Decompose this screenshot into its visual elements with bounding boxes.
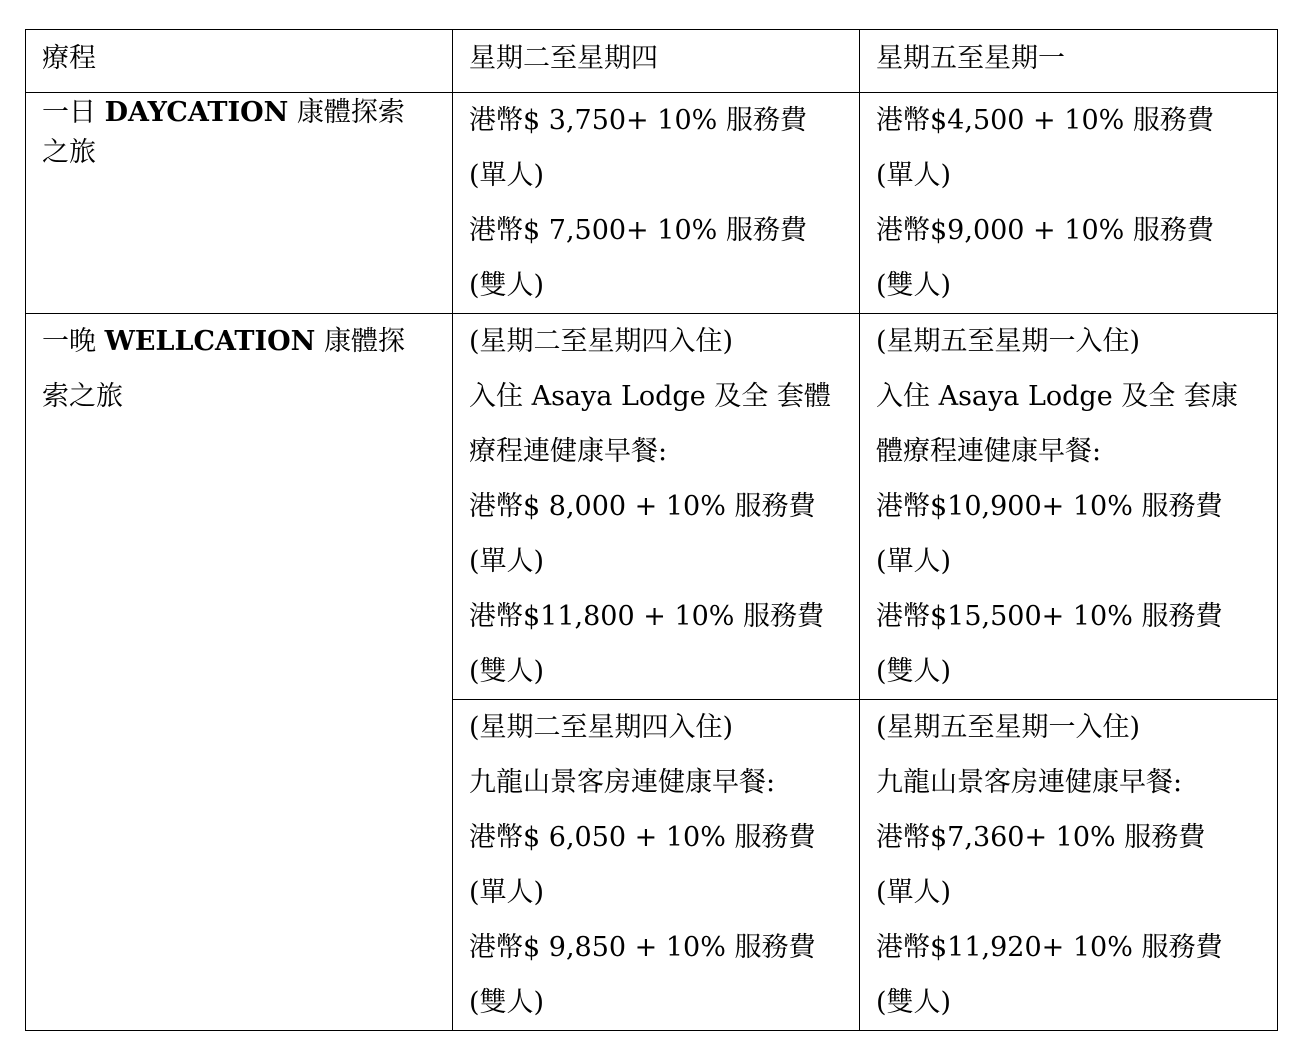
price-line: (單人) <box>876 877 952 908</box>
price-line: 港幣$9,000 + 10% 服務費 <box>876 215 1214 246</box>
price-line: 港幣$ 9,850 + 10% 服務費 <box>469 932 816 963</box>
treatment-title-bold: WELLCATION <box>104 326 316 357</box>
price-cell-room-weekend <box>860 700 1278 1031</box>
treatment-prefix: 一日 <box>42 97 105 128</box>
table-row-daycation <box>26 93 1278 314</box>
treatment-title-bold: DAYCATION <box>104 97 289 128</box>
header-weekday: 星期二至星期四 <box>453 30 860 93</box>
price-line: 入住 Asaya Lodge 及全 套康 <box>876 381 1238 412</box>
treatment-suffix: 康體探索 <box>288 97 405 128</box>
treatment-line2: 之旅 <box>42 137 96 168</box>
price-line: 港幣$ 7,500+ 10% 服務費 <box>469 215 807 246</box>
price-line: (單人) <box>876 546 952 577</box>
treatment-suffix: 康體探 <box>315 326 405 357</box>
header-treatment: 療程 <box>26 30 453 93</box>
price-line: (雙人) <box>469 987 545 1018</box>
price-line: (星期二至星期四入住) <box>469 712 734 743</box>
price-line: 港幣$4,500 + 10% 服務費 <box>876 105 1214 136</box>
price-line: 港幣$15,500+ 10% 服務費 <box>876 601 1223 632</box>
price-cell-daycation-weekend <box>860 93 1278 314</box>
price-line: 港幣$ 8,000 + 10% 服務費 <box>469 491 816 522</box>
pricing-table <box>25 29 1278 1031</box>
price-cell-room-weekday <box>453 700 860 1031</box>
treatment-prefix: 一晚 <box>42 326 105 357</box>
price-line: (單人) <box>469 877 545 908</box>
treatment-name-wellcation <box>26 314 453 1031</box>
header-weekend: 星期五至星期一 <box>860 30 1278 93</box>
price-line: (雙人) <box>469 656 545 687</box>
price-line: 港幣$10,900+ 10% 服務費 <box>876 491 1223 522</box>
price-line: 港幣$ 6,050 + 10% 服務費 <box>469 822 816 853</box>
treatment-name-daycation <box>26 93 453 314</box>
price-line: (雙人) <box>876 656 952 687</box>
price-cell-lodge-weekend <box>860 314 1278 700</box>
price-cell-lodge-weekday <box>453 314 860 700</box>
table-header-row <box>26 30 1278 93</box>
price-line: 港幣$11,920+ 10% 服務費 <box>876 932 1223 963</box>
price-line: (星期五至星期一入住) <box>876 326 1141 357</box>
price-line: 九龍山景客房連健康早餐: <box>876 767 1183 798</box>
price-line: 體療程連健康早餐: <box>876 436 1102 467</box>
price-line: (星期二至星期四入住) <box>469 326 734 357</box>
price-cell-daycation-weekday <box>453 93 860 314</box>
table-row-wellcation-lodge <box>26 314 1278 700</box>
price-line: 港幣$ 3,750+ 10% 服務費 <box>469 105 807 136</box>
price-line: (單人) <box>876 160 952 191</box>
price-line: (雙人) <box>469 270 545 301</box>
price-line: (星期五至星期一入住) <box>876 712 1141 743</box>
price-line: 療程連健康早餐: <box>469 436 668 467</box>
price-line: (雙人) <box>876 270 952 301</box>
price-line: 港幣$11,800 + 10% 服務費 <box>469 601 825 632</box>
price-line: (雙人) <box>876 987 952 1018</box>
price-line: 港幣$7,360+ 10% 服務費 <box>876 822 1206 853</box>
price-line: 入住 Asaya Lodge 及全 套體 <box>469 381 831 412</box>
treatment-line2: 索之旅 <box>42 381 123 412</box>
price-line: (單人) <box>469 546 545 577</box>
price-line: 九龍山景客房連健康早餐: <box>469 767 776 798</box>
price-line: (單人) <box>469 160 545 191</box>
